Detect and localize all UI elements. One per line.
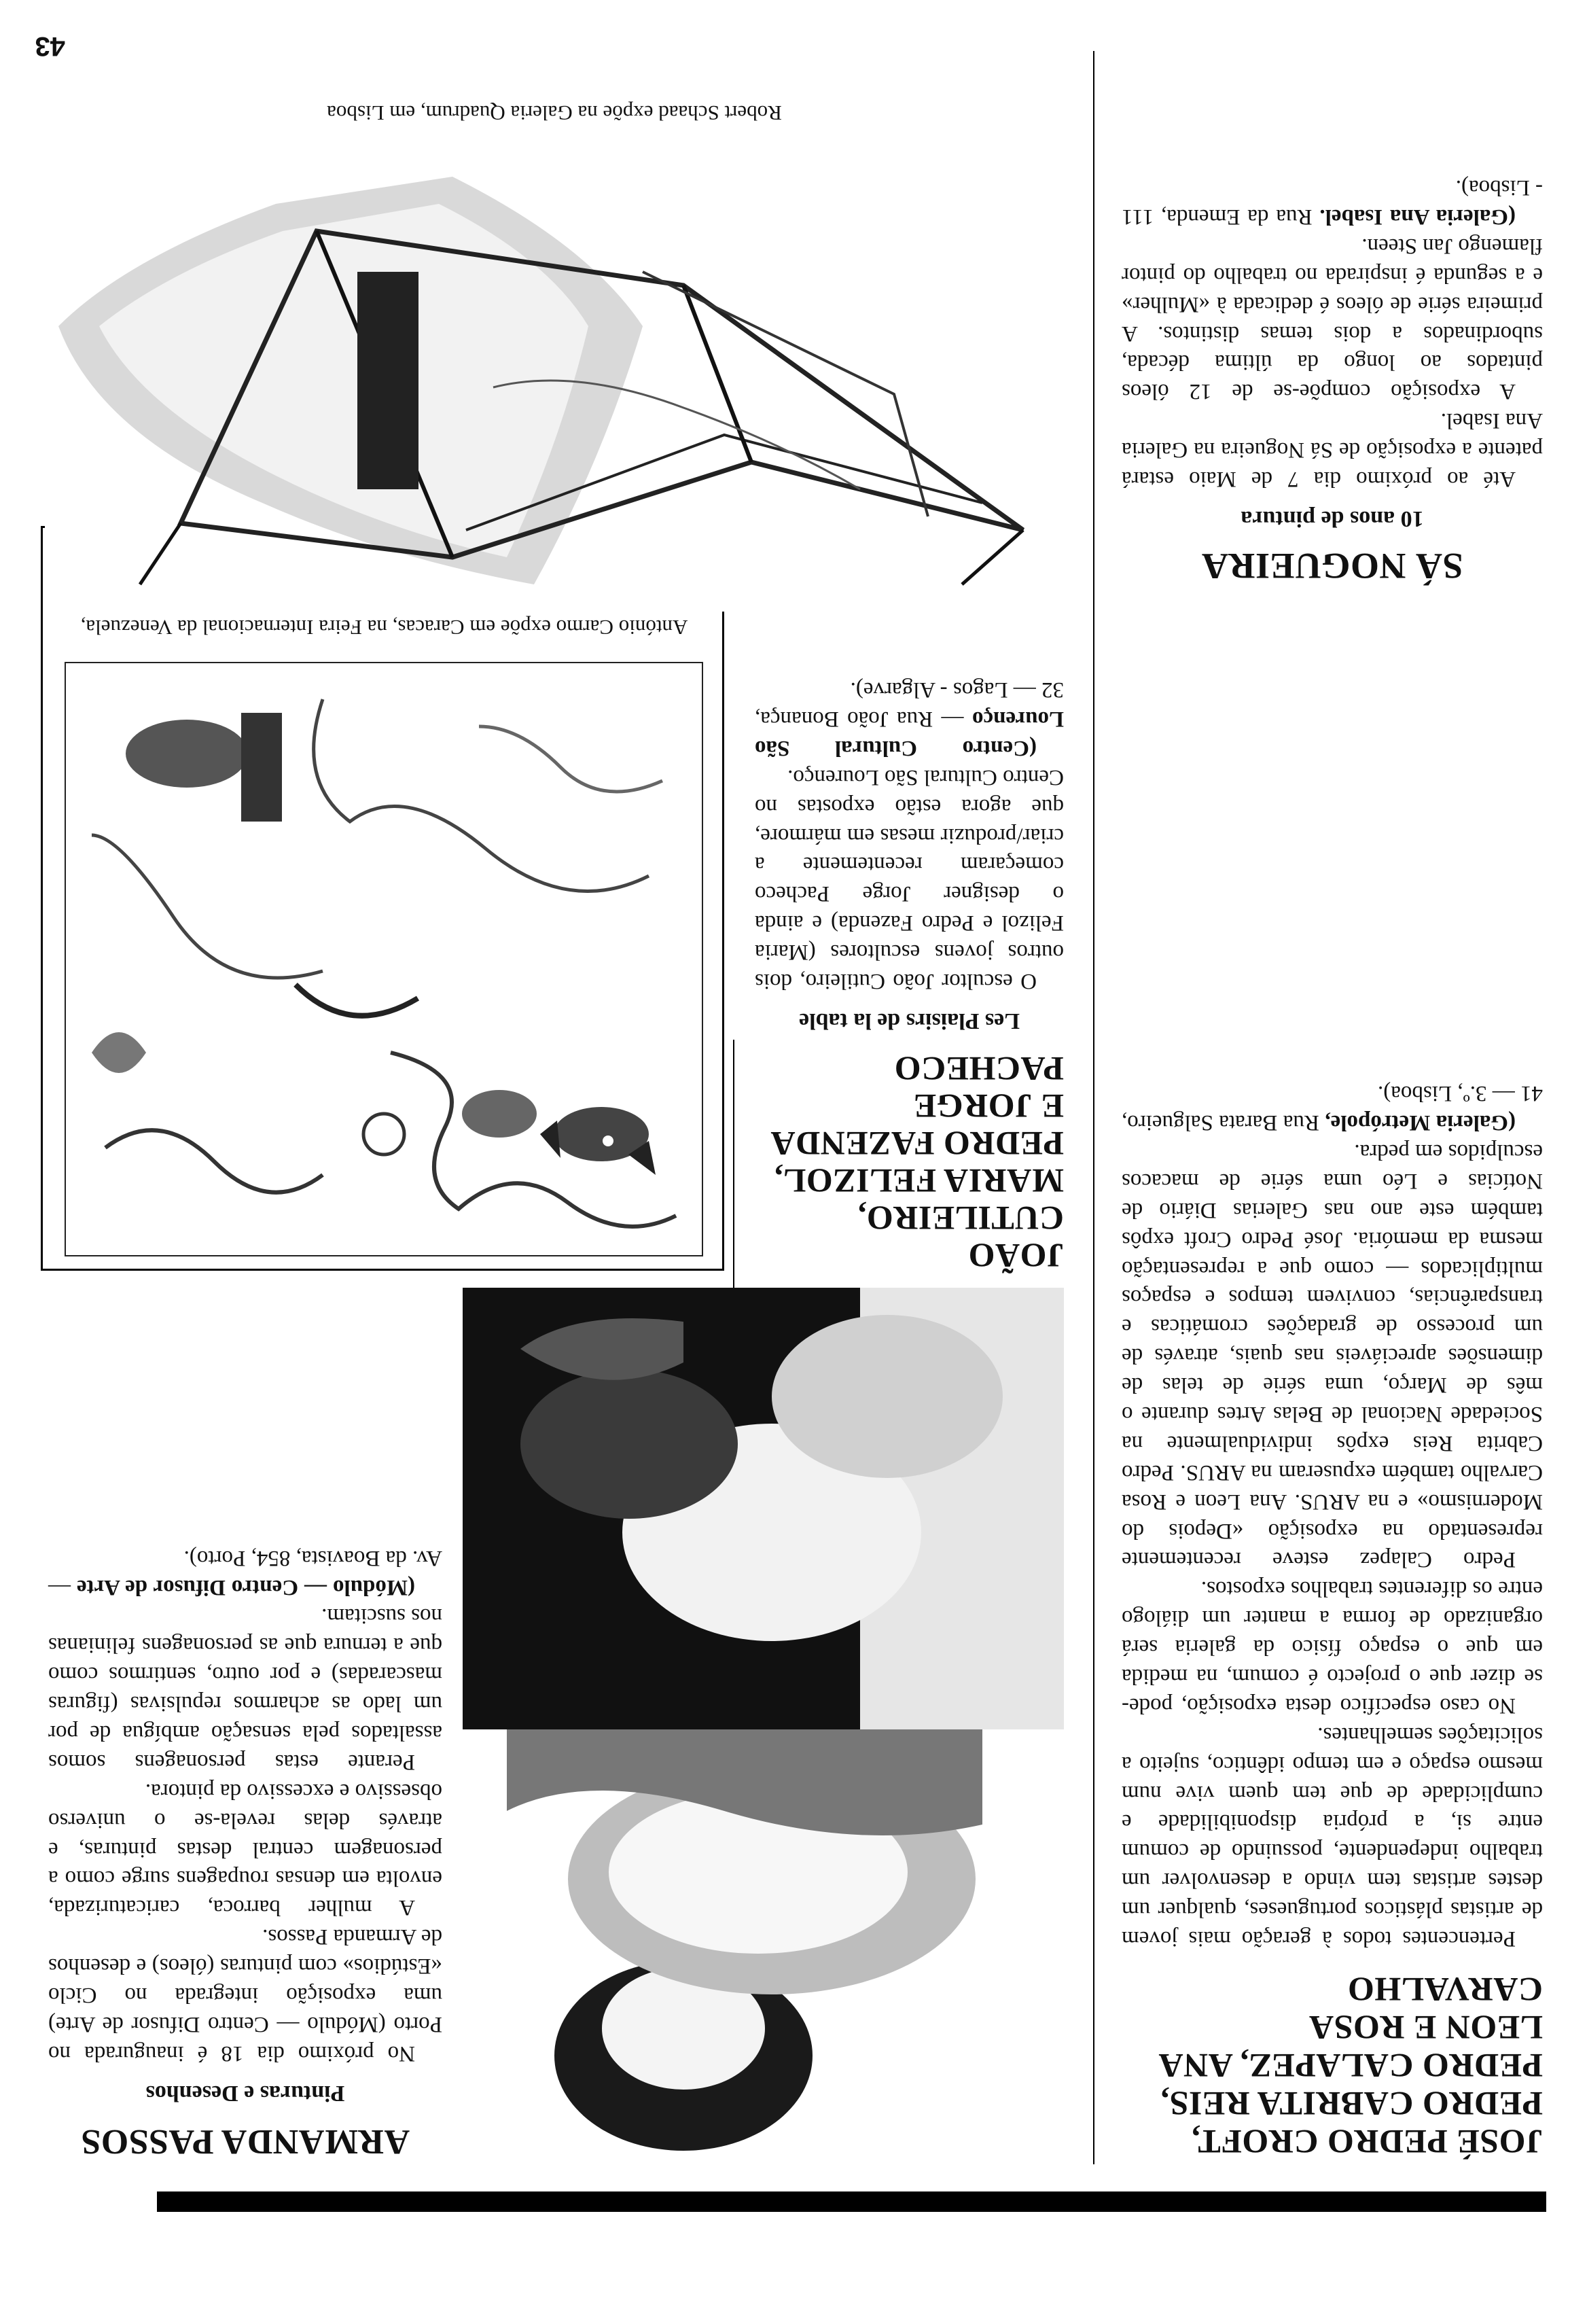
- article-cutileiro: [755, 675, 1064, 1274]
- column-rule-1: [1093, 51, 1094, 2164]
- address-label: (Centro Cultural São Lourenço: [755, 706, 1064, 760]
- paragraph: O escultor João Cutileiro, dois outros jovens escultores (Maria Felizol e Pedro Fazenda) e ainda o designer Jorge Pacheco começaram recentemente a criar/produzir mesas em mármore, que agora estão expostas no Centro Cultural São Lourenço.: [755, 764, 1064, 993]
- schaad-sculpture-image: [45, 163, 1064, 612]
- paragraph: No caso específico desta exposição, pode-se dizer que o projecto é comum, na medida em que o espaço físico da galeria será organizado de forma a manter um diálogo entre os diferentes trabalhos expostos.: [1122, 1577, 1543, 1718]
- address-text: Rua Barata Salgueiro, 41 — 3.º, Lisboa).: [1122, 1081, 1543, 1135]
- address-text: — Av. da Boavista, 854, Porto).: [48, 1545, 442, 1600]
- body-cutileiro: [755, 675, 1064, 996]
- subhead-sa-nogueira: 10 anos de pintura: [1241, 506, 1424, 531]
- headline-cutileiro: JOÃO CUTILEIRO, MARIA FELIZOL, PEDRO FAZENDA E JORGE PACHECO: [772, 1050, 1064, 1275]
- carmo-painting-image: [65, 662, 703, 1256]
- address-croft: [1122, 1078, 1543, 1137]
- address-text: — Rua João Bonança, 32 — Lagos - Algarve).: [755, 677, 1064, 731]
- body-sa-nogueira: [1122, 173, 1543, 493]
- paragraph: Pertencentes todos à geração mais jovem de artistas plásticos portugueses, qualquer um destes artistas tem vindo a desenvolver um trabalho independente, possuindo de comum entre si, a própria disponibilidade e cumplicidade de que tem quem vive num mesmo espaço e em tempo idêntico, sujeito a solicitações semelhantes.: [1122, 1722, 1543, 1951]
- address-text: Rua da Emenda, 111 - Lisboa).: [1122, 175, 1543, 229]
- headline-armanda: ARMANDA PASSOS: [80, 2122, 410, 2161]
- address-label: (Galeria Metrópole,: [1325, 1110, 1516, 1135]
- address-sa-nogueira: [1122, 173, 1543, 231]
- headline-sa-nogueira: SÁ NOGUEIRA: [1201, 546, 1463, 586]
- schaad-caption: Robert Schaad expõe na Galeria Quadrum, em Lisboa: [327, 101, 782, 125]
- subhead-armanda: Pinturas e Desenhos: [145, 2080, 345, 2106]
- paragraph: No próximo dia 18 é inaugurada no Porto (Módulo — Centro Difusor de Arte) uma exposição integrada no Ciclo «Estúdios» com pinturas (óleos) e desenhos de Armanda Passos.: [48, 1924, 442, 2066]
- address-armanda: [48, 1543, 442, 1602]
- subhead-cutileiro: Les Plaisirs de la table: [799, 1008, 1020, 1034]
- paragraph: A exposição compõe-se de 12 óleos pintados ao longo da última década, subordinados a dois temas distintos. A primeira série de óleos é dedicada à «Mulher» e a segunda é inspirada no trabalho do pintor flamengo Jan Steen.: [1122, 233, 1543, 404]
- body-armanda: [48, 1543, 442, 2068]
- paragraph: Perante estas personagens somos assaltados pela sensação ambígua de por um lado as acharmos repulsivas (figuras mascaradas) e por outro, sentirmos como que a ternura que as personagens felinianas nos suscitam.: [48, 1604, 442, 1774]
- address-label: (Módulo — Centro Difusor de Arte: [76, 1574, 415, 1600]
- article-croft: [1122, 1078, 1543, 2161]
- armanda-portrait-image: [463, 1288, 1064, 2164]
- page-number: 43: [35, 31, 65, 61]
- article-armanda: [48, 1543, 442, 2161]
- paragraph: A mulher barroca, caricaturizada, envolta em densas roupagens surge como a personagem central destas pinturas, e através delas revela-se o universo obsessivo e excessivo da pintora.: [48, 1778, 442, 1920]
- paragraph: Pedro Calapez esteve recentemente representado na exposição «Depois do Modernismo» e na ARUS. Ana Leon e Rosa Carvalho também expuseram na ARUS. Pedro Cabrita Reis expôs individualmente na Sociedade Nacional de Belas Artes durante o mês de Março, uma série de telas de dimensões apreciáveis nas quais, através de um processo de gradações cromáticas e transparências, convivem tempos e espaços multiplicados — como que a representação mesma da memória. José Pedro Croft expôs também este ano nas Galerias Diário de Notícias e Léo uma série de macacos esculpidos em pedra.: [1122, 1139, 1543, 1572]
- paragraph: Até ao próximo dia 7 de Maio estará patente a exposição de Sá Nogueira na Galeria Ana Isabel.: [1122, 408, 1543, 491]
- body-croft: [1122, 1078, 1543, 1953]
- address-cutileiro: [755, 675, 1064, 762]
- carmo-caption: António Carmo expõe em Caracas, na Feira Internacional da Venezuela,: [80, 616, 688, 639]
- carmo-image-box: [41, 526, 724, 1271]
- address-label: (Galeria Ana Isabel.: [1319, 204, 1516, 229]
- article-sa-nogueira: [1122, 173, 1543, 584]
- top-black-bar: [157, 2191, 1546, 2212]
- headline-croft: JOSÉ PEDRO CROFT, PEDRO CABRITA REIS, PEDRO CALAPEZ, ANA LEON E ROSA CARVALHO: [1160, 1971, 1543, 2161]
